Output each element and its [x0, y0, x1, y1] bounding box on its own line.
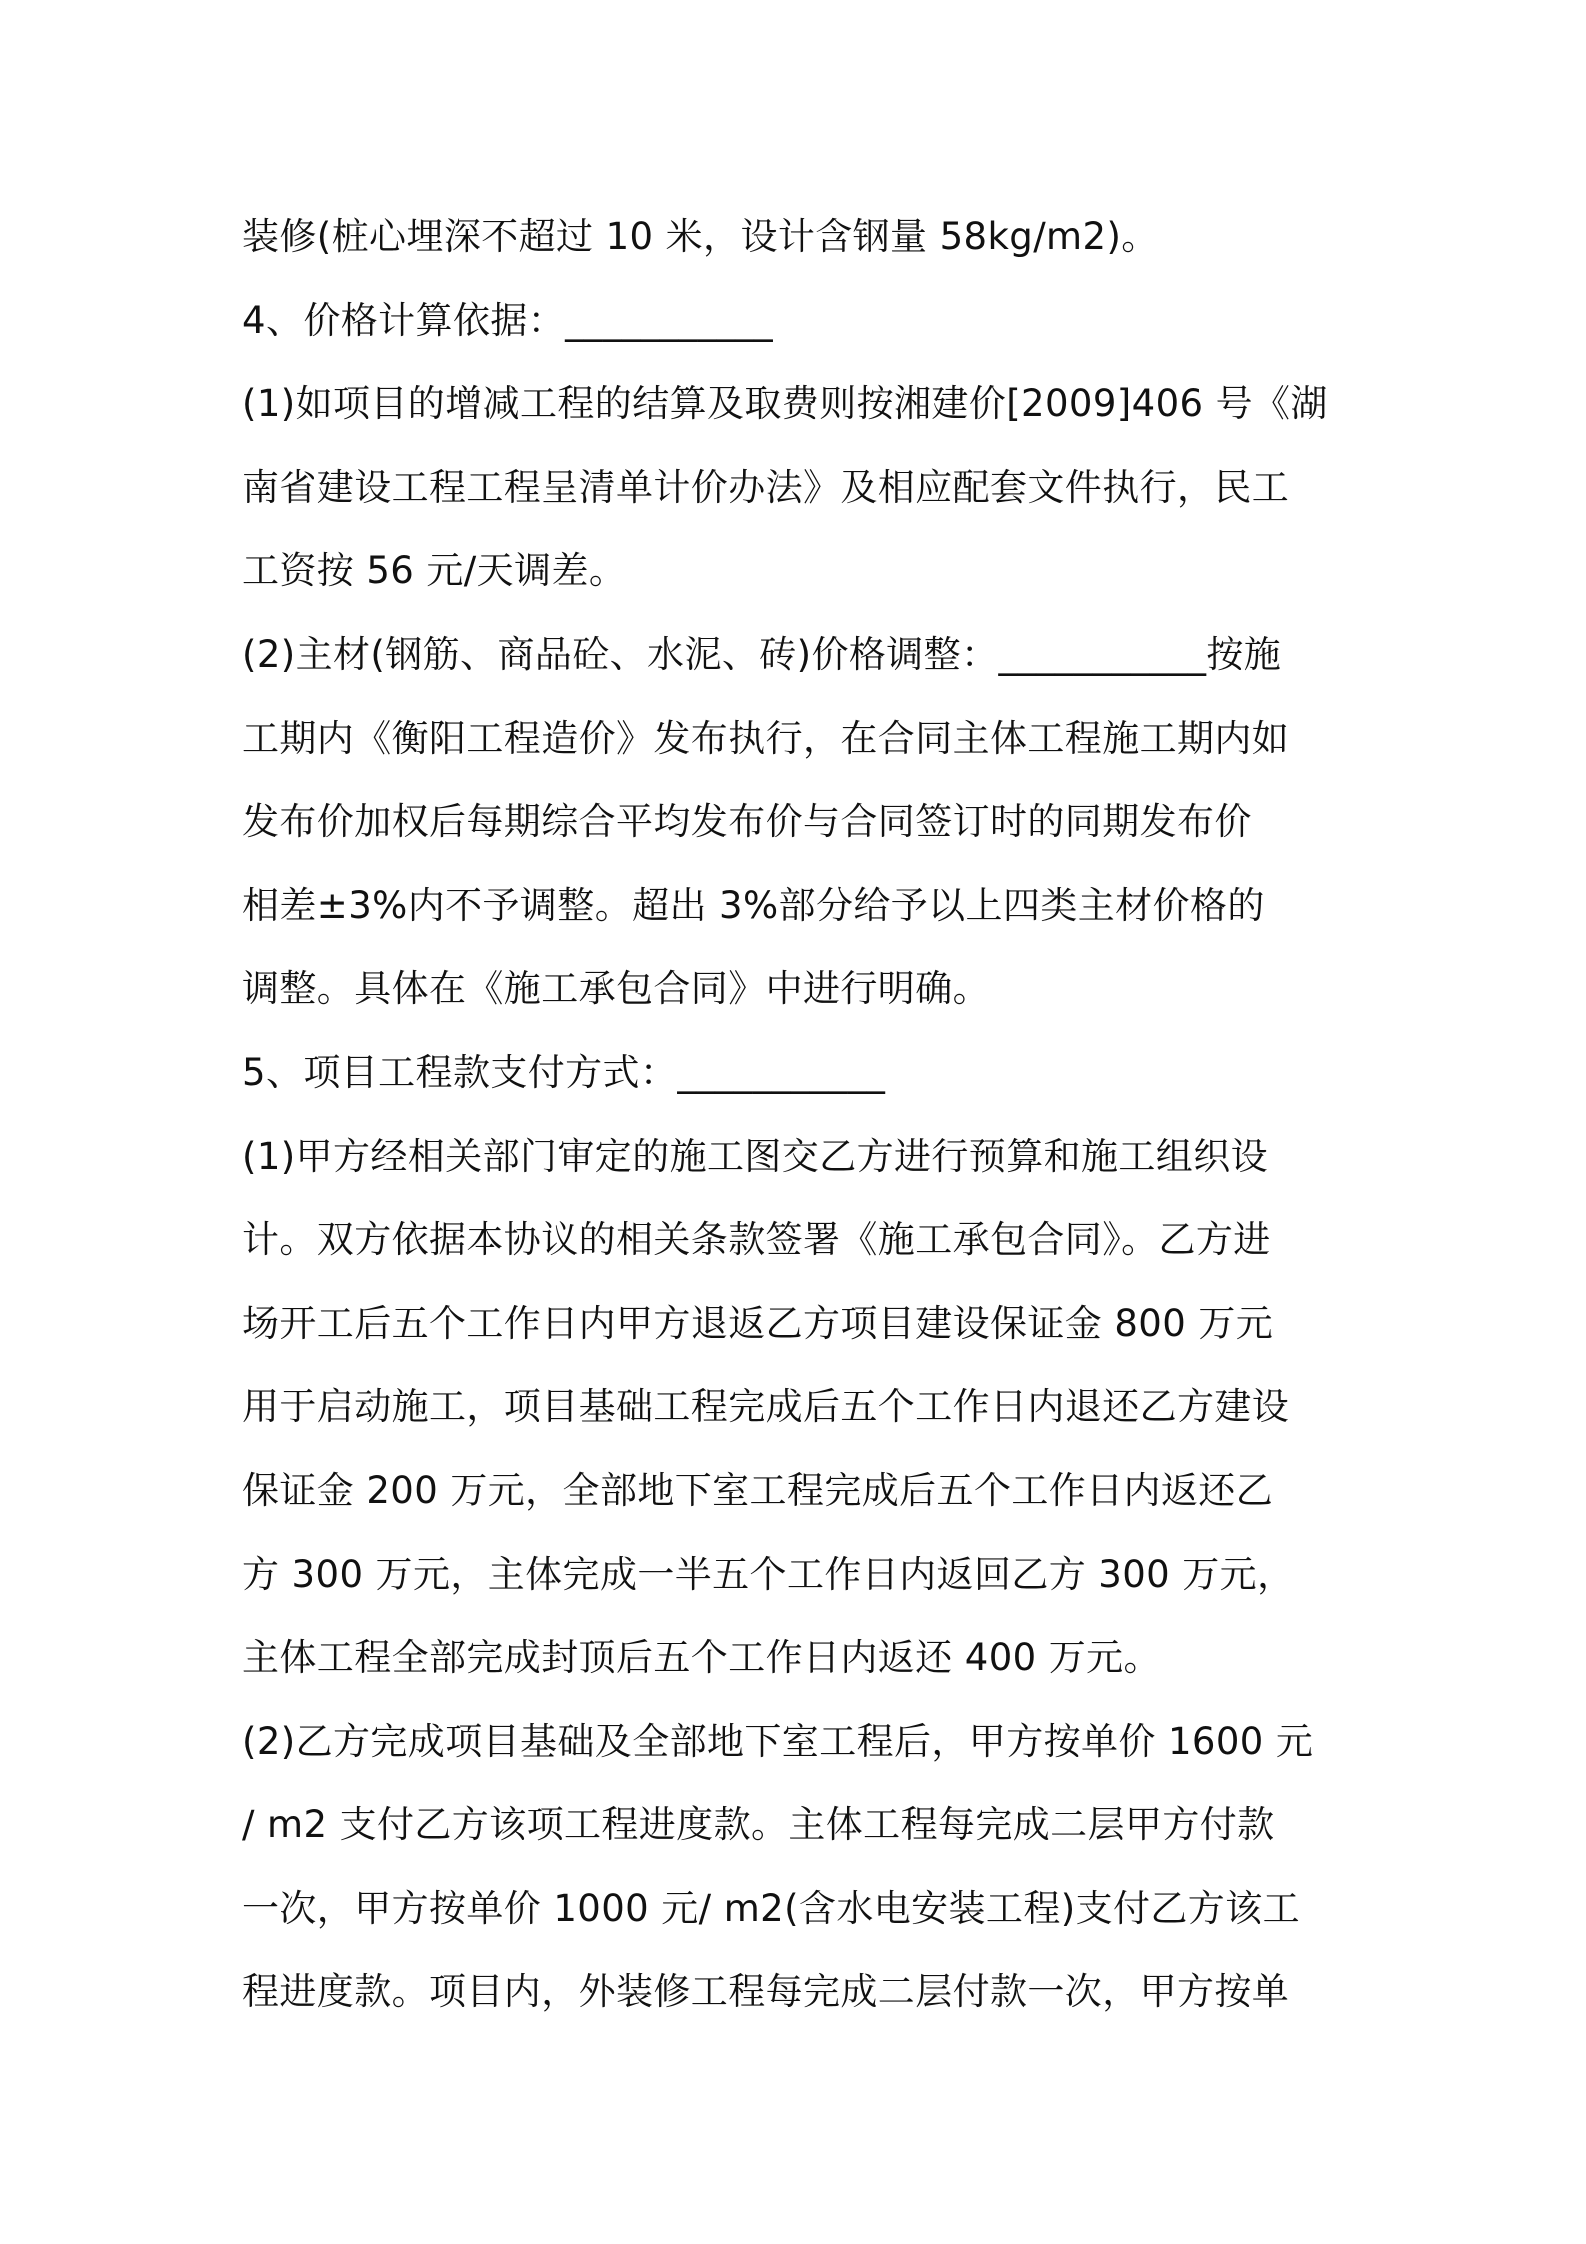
- text-line: (1)甲方经相关部门审定的施工图交乙方进行预算和施工组织设: [242, 1134, 1269, 1178]
- text-line: 工期内《衡阳工程造价》发布执行，在合同主体工程施工期内如: [242, 716, 1290, 760]
- text-line: 场开工后五个工作日内甲方退返乙方项目建设保证金 800 万元: [242, 1301, 1274, 1345]
- text-line: 工资按 56 元/天调差。: [242, 549, 627, 593]
- text-line: 用于启动施工，项目基础工程完成后五个工作日内退还乙方建设: [242, 1385, 1290, 1429]
- text-line: 装修(桩心埋深不超过 10 米，设计含钢量 58kg/m2)。: [242, 215, 1159, 258]
- text-line: (2)乙方完成项目基础及全部地下室工程后，甲方按单价 1600 元: [242, 1719, 1314, 1763]
- text-line: 调整。具体在《施工承包合同》中进行明确。: [242, 967, 990, 1011]
- text-line: 一次，甲方按单价 1000 元/ m2(含水电安装工程)支付乙方该工: [242, 1886, 1300, 1930]
- text-line: 保证金 200 万元，全部地下室工程完成后五个工作日内返还乙: [242, 1468, 1274, 1512]
- text-line: 南省建设工程工程呈清单计价办法》及相应配套文件执行，民工: [242, 465, 1290, 509]
- text-line: (2)主材(钢筋、商品砼、水泥、砖)价格调整：___________按施: [242, 632, 1282, 676]
- text-line: / m2 支付乙方该项工程进度款。主体工程每完成二层甲方付款: [242, 1803, 1275, 1847]
- section-heading-5: 5、项目工程款支付方式：___________: [242, 1050, 886, 1094]
- text-line: 程进度款。项目内，外装修工程每完成二层付款一次，甲方按单: [242, 1970, 1290, 2014]
- text-line: 方 300 万元，主体完成一半五个工作日内返回乙方 300 万元，: [242, 1552, 1295, 1596]
- document-body: [242, 195, 1362, 2034]
- section-heading-4: 4、价格计算依据：___________: [242, 298, 774, 342]
- text-line: 计。双方依据本协议的相关条款签署《施工承包合同》。乙方进: [242, 1218, 1271, 1262]
- text-line: 发布价加权后每期综合平均发布价与合同签订时的同期发布价: [242, 800, 1252, 844]
- text-line: 主体工程全部完成封顶后五个工作日内返还 400 万元。: [242, 1636, 1161, 1680]
- text-line: 相差±3%内不予调整。超出 3%部分给予以上四类主材价格的: [242, 883, 1265, 927]
- text-line: (1)如项目的增减工程的结算及取费则按湘建价[2009]406 号《湖: [242, 382, 1328, 426]
